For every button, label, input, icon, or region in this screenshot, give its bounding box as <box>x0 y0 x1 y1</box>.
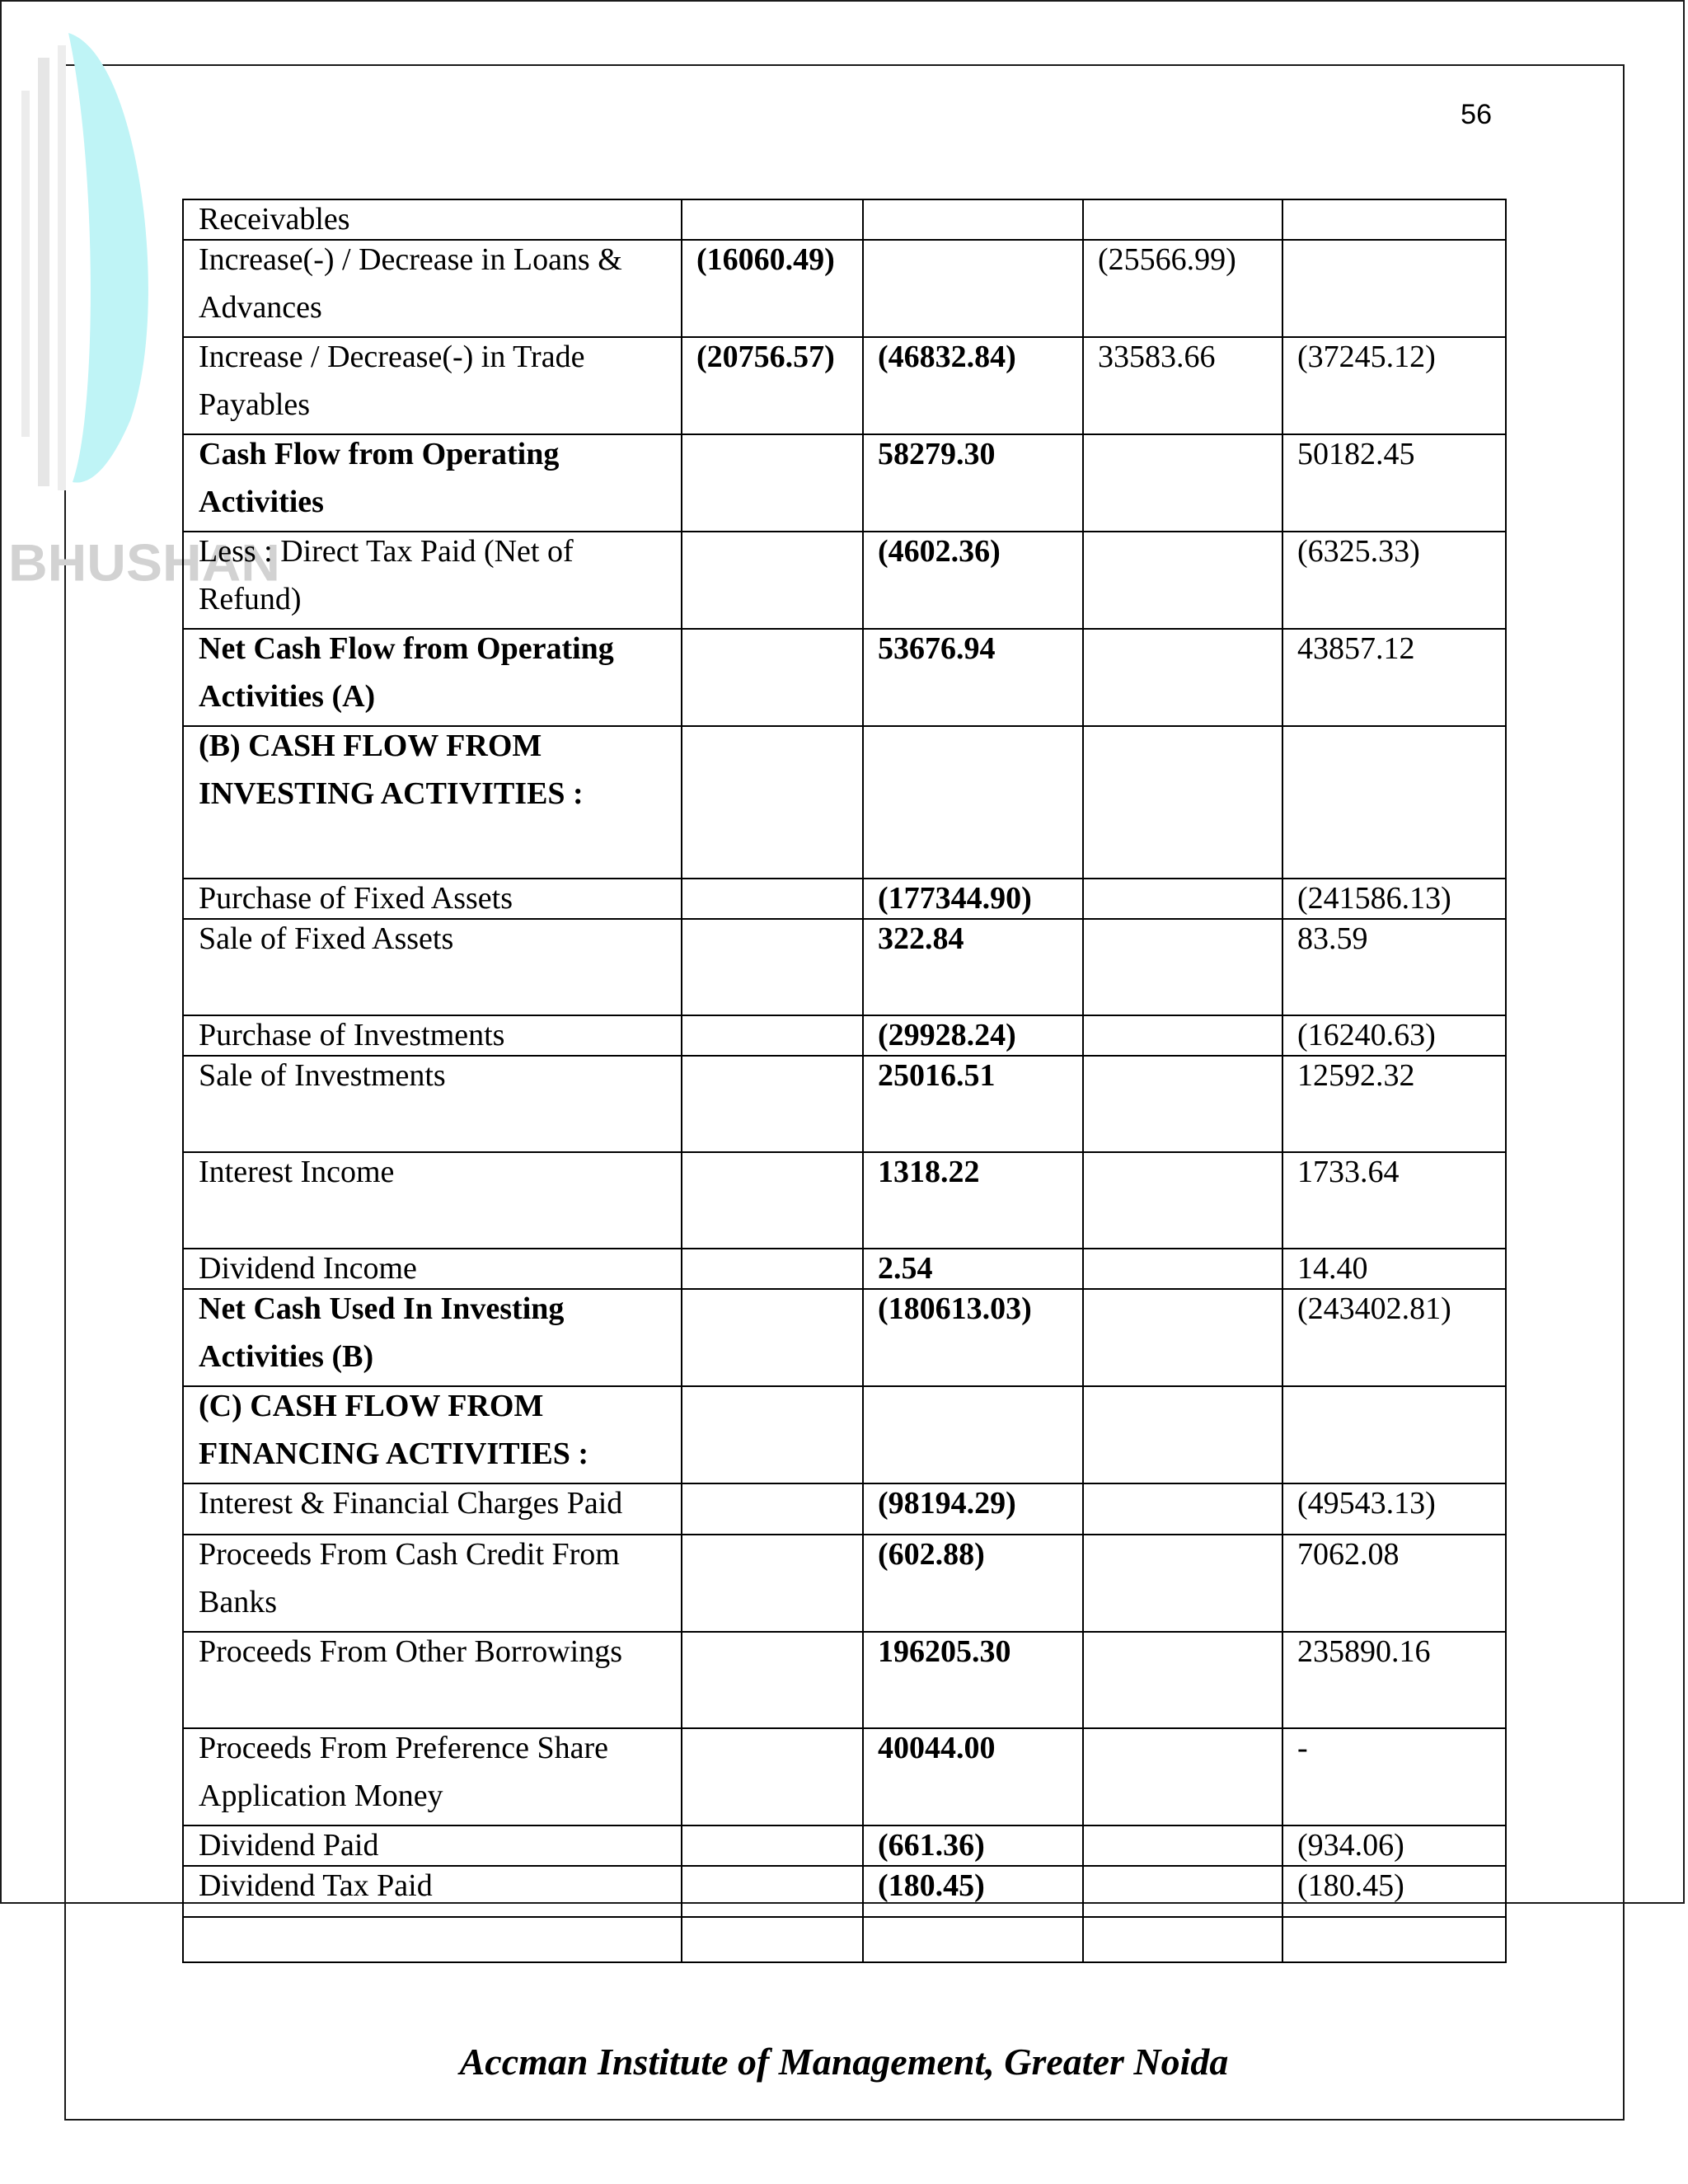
cell-value: 83.59 <box>1297 921 1368 956</box>
cell-value: (243402.81) <box>1297 1291 1451 1326</box>
value-cell-c3 <box>1083 919 1282 1015</box>
cell-value: 14.40 <box>1297 1251 1368 1286</box>
row-label-line: Activities <box>199 485 324 519</box>
value-cell-c1 <box>682 532 863 629</box>
value-cell-c4 <box>1282 1056 1506 1152</box>
row-label-cell <box>183 1289 682 1386</box>
row-label-line: Net Cash Used In Investing <box>199 1291 565 1326</box>
cell-value: (180613.03) <box>878 1291 1032 1326</box>
row-label-cell <box>183 240 682 337</box>
table-row <box>183 1056 1506 1152</box>
value-cell-c3 <box>1083 726 1282 879</box>
value-cell-c1 <box>682 1632 863 1728</box>
page-number: 56 <box>1461 99 1492 130</box>
cell-value: (4602.36) <box>878 534 1001 569</box>
row-label-cell <box>183 1056 682 1152</box>
row-label-cell <box>183 1917 682 1962</box>
row-label-line: Activities (A) <box>199 679 376 714</box>
cell-value: 12592.32 <box>1297 1058 1415 1093</box>
value-cell-c3 <box>1083 1866 1282 1917</box>
value-cell-c3 <box>1083 337 1282 434</box>
value-cell-c2 <box>863 1825 1083 1866</box>
table-row <box>183 1728 1506 1825</box>
value-cell-c4 <box>1282 1152 1506 1249</box>
value-cell-c3 <box>1083 199 1282 240</box>
row-label-line: Interest Income <box>199 1155 395 1189</box>
value-cell-c2 <box>863 199 1083 240</box>
value-cell-c4 <box>1282 532 1506 629</box>
row-label-line: Increase / Decrease(-) in Trade <box>199 340 585 374</box>
value-cell-c2 <box>863 1152 1083 1249</box>
row-label-line: Less : Direct Tax Paid (Net of <box>199 534 574 569</box>
table-row <box>183 919 1506 1015</box>
value-cell-c1 <box>682 1535 863 1632</box>
value-cell-c1 <box>682 1386 863 1483</box>
value-cell-c3 <box>1083 1483 1282 1535</box>
value-cell-c3 <box>1083 1825 1282 1866</box>
table-row <box>183 1917 1506 1962</box>
cell-value: 235890.16 <box>1297 1634 1431 1669</box>
cell-value: 50182.45 <box>1297 437 1415 471</box>
cell-value: 25016.51 <box>878 1058 996 1093</box>
value-cell-c3 <box>1083 1632 1282 1728</box>
value-cell-c4 <box>1282 337 1506 434</box>
value-cell-c1 <box>682 1015 863 1056</box>
value-cell-c2 <box>863 1015 1083 1056</box>
value-cell-c1 <box>682 629 863 726</box>
table-row <box>183 1483 1506 1535</box>
value-cell-c3 <box>1083 629 1282 726</box>
value-cell-c1 <box>682 919 863 1015</box>
value-cell-c4 <box>1282 1249 1506 1289</box>
row-label-line: Increase(-) / Decrease in Loans & <box>199 242 622 277</box>
table-row <box>183 1152 1506 1249</box>
cell-value: (661.36) <box>878 1828 985 1863</box>
row-label-line: Sale of Fixed Assets <box>199 921 454 956</box>
watermark-text: BHUSHAN <box>8 532 280 593</box>
cell-value: (6325.33) <box>1297 534 1420 569</box>
row-label-line: Sale of Investments <box>199 1058 446 1093</box>
row-label-line: Dividend Tax Paid <box>199 1868 433 1903</box>
cell-value: (602.88) <box>878 1537 985 1572</box>
value-cell-c1 <box>682 1728 863 1825</box>
row-label-cell <box>183 919 682 1015</box>
value-cell-c4 <box>1282 1728 1506 1825</box>
value-cell-c1 <box>682 1483 863 1535</box>
table-row <box>183 1015 1506 1056</box>
row-label-cell <box>183 629 682 726</box>
value-cell-c1 <box>682 1825 863 1866</box>
row-label-line: Cash Flow from Operating <box>199 437 560 471</box>
value-cell-c4 <box>1282 1632 1506 1728</box>
value-cell-c3 <box>1083 1152 1282 1249</box>
row-label-cell <box>183 1728 682 1825</box>
value-cell-c3 <box>1083 879 1282 919</box>
value-cell-c4 <box>1282 1535 1506 1632</box>
table-row <box>183 879 1506 919</box>
cell-value: (241586.13) <box>1297 881 1451 916</box>
value-cell-c3 <box>1083 1535 1282 1632</box>
row-label-line: FINANCING ACTIVITIES : <box>199 1436 588 1471</box>
cell-value: 2.54 <box>878 1251 933 1286</box>
cell-value: (180.45) <box>878 1868 985 1903</box>
cell-value: (98194.29) <box>878 1486 1016 1521</box>
value-cell-c4 <box>1282 1015 1506 1056</box>
value-cell-c1 <box>682 199 863 240</box>
value-cell-c2 <box>863 434 1083 532</box>
row-label-line: Banks <box>199 1585 277 1619</box>
row-label-cell <box>183 1386 682 1483</box>
value-cell-c4 <box>1282 199 1506 240</box>
table-row <box>183 1866 1506 1917</box>
row-label-line: Proceeds From Cash Credit From <box>199 1537 620 1572</box>
value-cell-c1 <box>682 240 863 337</box>
row-label-cell <box>183 434 682 532</box>
row-label-line: Net Cash Flow from Operating <box>199 631 614 666</box>
value-cell-c3 <box>1083 1728 1282 1825</box>
value-cell-c2 <box>863 1386 1083 1483</box>
value-cell-c1 <box>682 879 863 919</box>
cell-value: 1733.64 <box>1297 1155 1400 1189</box>
value-cell-c1 <box>682 1152 863 1249</box>
value-cell-c2 <box>863 337 1083 434</box>
value-cell-c2 <box>863 1056 1083 1152</box>
value-cell-c3 <box>1083 1289 1282 1386</box>
value-cell-c4 <box>1282 1917 1506 1962</box>
table-row <box>183 240 1506 337</box>
row-label-cell <box>183 726 682 879</box>
value-cell-c2 <box>863 1728 1083 1825</box>
value-cell-c3 <box>1083 1249 1282 1289</box>
cash-flow-table <box>182 199 1507 1963</box>
row-label-cell <box>183 532 682 629</box>
cell-value: 322.84 <box>878 921 964 956</box>
row-label-cell <box>183 1632 682 1728</box>
table-row <box>183 199 1506 240</box>
cell-value: (180.45) <box>1297 1868 1404 1903</box>
row-label-cell <box>183 1825 682 1866</box>
value-cell-c4 <box>1282 1866 1506 1917</box>
table-row <box>183 1535 1506 1632</box>
row-label-line: Payables <box>199 387 311 422</box>
value-cell-c1 <box>682 1249 863 1289</box>
cell-value: 58279.30 <box>878 437 996 471</box>
row-label-cell <box>183 879 682 919</box>
value-cell-c3 <box>1083 434 1282 532</box>
row-label-line: Application Money <box>199 1779 443 1813</box>
row-label-cell <box>183 1152 682 1249</box>
row-label-line: Advances <box>199 290 322 325</box>
cell-value: (16240.63) <box>1297 1018 1436 1052</box>
footer-institute-name: Accman Institute of Management, Greater Noida <box>459 2041 1229 2083</box>
cell-value: (16060.49) <box>696 242 835 277</box>
cell-value: 43857.12 <box>1297 631 1415 666</box>
value-cell-c2 <box>863 919 1083 1015</box>
value-cell-c3 <box>1083 1386 1282 1483</box>
value-cell-c3 <box>1083 532 1282 629</box>
cell-value: - <box>1297 1731 1308 1765</box>
value-cell-c1 <box>682 1056 863 1152</box>
value-cell-c2 <box>863 1632 1083 1728</box>
value-cell-c3 <box>1083 1056 1282 1152</box>
table-row <box>183 726 1506 879</box>
value-cell-c3 <box>1083 1917 1282 1962</box>
cell-value: (49543.13) <box>1297 1486 1436 1521</box>
value-cell-c4 <box>1282 434 1506 532</box>
value-cell-c2 <box>863 240 1083 337</box>
row-label-cell <box>183 1535 682 1632</box>
row-label-cell <box>183 1866 682 1917</box>
table-row <box>183 1632 1506 1728</box>
value-cell-c1 <box>682 1289 863 1386</box>
table-row <box>183 1825 1506 1866</box>
table-row <box>183 1249 1506 1289</box>
row-label-line: Receivables <box>199 202 350 237</box>
row-label-line: (B) CASH FLOW FROM <box>199 729 542 763</box>
value-cell-c1 <box>682 1866 863 1917</box>
value-cell-c2 <box>863 629 1083 726</box>
row-label-line: Proceeds From Preference Share <box>199 1731 608 1765</box>
value-cell-c2 <box>863 532 1083 629</box>
value-cell-c1 <box>682 337 863 434</box>
row-label-line: Dividend Income <box>199 1251 417 1286</box>
row-label-line: Dividend Paid <box>199 1828 379 1863</box>
value-cell-c1 <box>682 434 863 532</box>
value-cell-c3 <box>1083 1015 1282 1056</box>
cell-value: 1318.22 <box>878 1155 980 1189</box>
cell-value: 33583.66 <box>1098 340 1216 374</box>
value-cell-c1 <box>682 726 863 879</box>
value-cell-c4 <box>1282 919 1506 1015</box>
row-label-cell <box>183 199 682 240</box>
table-row <box>183 1386 1506 1483</box>
cell-value: (934.06) <box>1297 1828 1404 1863</box>
value-cell-c4 <box>1282 629 1506 726</box>
cell-value: 7062.08 <box>1297 1537 1400 1572</box>
value-cell-c4 <box>1282 726 1506 879</box>
value-cell-c4 <box>1282 1825 1506 1866</box>
table-row <box>183 337 1506 434</box>
value-cell-c2 <box>863 1249 1083 1289</box>
value-cell-c2 <box>863 1917 1083 1962</box>
row-label-line: (C) CASH FLOW FROM <box>199 1389 544 1423</box>
value-cell-c3 <box>1083 240 1282 337</box>
value-cell-c2 <box>863 726 1083 879</box>
value-cell-c2 <box>863 879 1083 919</box>
value-cell-c2 <box>863 1866 1083 1917</box>
table-row <box>183 1289 1506 1386</box>
cell-value: 40044.00 <box>878 1731 996 1765</box>
value-cell-c1 <box>682 1917 863 1962</box>
row-label-cell <box>183 1483 682 1535</box>
value-cell-c4 <box>1282 879 1506 919</box>
cell-value: 53676.94 <box>878 631 996 666</box>
row-label-cell <box>183 337 682 434</box>
cell-value: (37245.12) <box>1297 340 1436 374</box>
cell-value: (25566.99) <box>1098 242 1236 277</box>
row-label-line: Proceeds From Other Borrowings <box>199 1634 622 1669</box>
cell-value: (177344.90) <box>878 881 1032 916</box>
cell-value: 196205.30 <box>878 1634 1011 1669</box>
value-cell-c4 <box>1282 240 1506 337</box>
value-cell-c4 <box>1282 1483 1506 1535</box>
row-label-line: Interest & Financial Charges Paid <box>199 1486 623 1521</box>
cell-value: (29928.24) <box>878 1018 1016 1052</box>
row-label-line: Purchase of Fixed Assets <box>199 881 513 916</box>
value-cell-c2 <box>863 1483 1083 1535</box>
row-label-line: Purchase of Investments <box>199 1018 505 1052</box>
row-label-line: Refund) <box>199 582 302 616</box>
row-label-cell <box>183 1015 682 1056</box>
table-row <box>183 434 1506 532</box>
value-cell-c2 <box>863 1289 1083 1386</box>
value-cell-c4 <box>1282 1386 1506 1483</box>
row-label-line: Activities (B) <box>199 1339 374 1374</box>
cell-value: (20756.57) <box>696 340 835 374</box>
table-row <box>183 532 1506 629</box>
row-label-line: INVESTING ACTIVITIES : <box>199 776 584 811</box>
value-cell-c2 <box>863 1535 1083 1632</box>
row-label-cell <box>183 1249 682 1289</box>
cell-value: (46832.84) <box>878 340 1016 374</box>
value-cell-c4 <box>1282 1289 1506 1386</box>
table-row <box>183 629 1506 726</box>
